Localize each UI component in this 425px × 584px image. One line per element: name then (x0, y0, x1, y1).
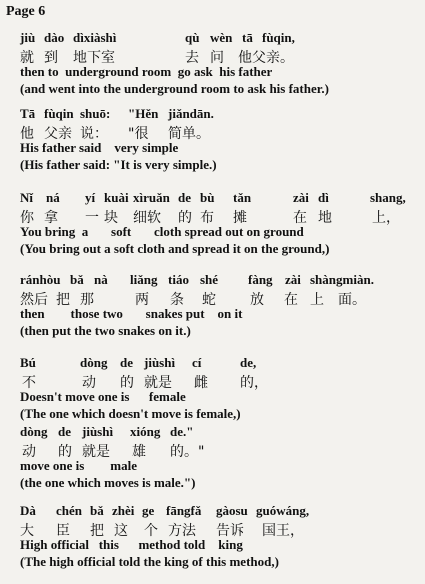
hanzi-word: 个 (144, 523, 158, 539)
pinyin-word: shàngmiàn. (310, 272, 374, 287)
pinyin-word: fùqin (44, 106, 74, 121)
chinese-line (20, 520, 420, 537)
hanzi-word: 一 (85, 210, 99, 226)
pinyin-word: fàng (248, 272, 273, 287)
hanzi-word: 两 (135, 292, 149, 308)
english-gloss-line: then those two snakes put on it (20, 306, 243, 321)
pinyin-word: ránhòu (20, 272, 61, 287)
chinese-line (20, 441, 420, 458)
pinyin-word: de, (240, 355, 257, 370)
pinyin-word: dòng (80, 355, 108, 370)
pinyin-word: kuài (104, 190, 129, 205)
pinyin-word: Bú (20, 355, 36, 370)
pinyin-word: jiùshì (144, 355, 176, 370)
pinyin-word: bǎ (90, 503, 104, 518)
hanzi-word: 就 (20, 50, 34, 66)
pinyin-word: chén (56, 503, 82, 518)
pinyin-line (20, 503, 420, 520)
chinese-line (20, 372, 420, 389)
hanzi-word: 上 (310, 292, 324, 308)
pinyin-word: shang, (370, 190, 406, 205)
pinyin-word: bù (200, 190, 215, 205)
pinyin-word: fùqin, (262, 30, 295, 45)
hanzi-word: 不 (22, 375, 36, 391)
pinyin-word: wèn (210, 30, 233, 45)
hanzi-word: 的 (178, 210, 192, 226)
pinyin-word: Dà (20, 503, 36, 518)
pinyin-word: zài (285, 272, 301, 287)
hanzi-word: "很 (128, 126, 149, 142)
chinese-line (20, 289, 420, 306)
pinyin-word: dì (318, 190, 329, 205)
chinese-line (20, 123, 420, 140)
hanzi-word: 的， (240, 375, 268, 391)
english-gloss-line: move one is male (20, 458, 137, 473)
pinyin-word: tiáo (168, 272, 189, 287)
pinyin-word: dìxiàshì (73, 30, 117, 45)
hanzi-word: 的 (120, 375, 134, 391)
stanza (20, 106, 420, 174)
hanzi-word: 父亲 (44, 126, 72, 142)
pinyin-line (20, 106, 420, 123)
english-gloss-line: then to underground room go ask his father (20, 64, 273, 79)
hanzi-word: 的 (58, 444, 72, 460)
hanzi-word: 把 (56, 292, 70, 308)
stanza (20, 503, 420, 571)
translation-line: (You bring out a soft cloth and spread it on the ground,) (20, 241, 330, 256)
pinyin-word: Nǐ (20, 190, 33, 205)
pinyin-word: zhèi (112, 503, 135, 518)
pinyin-word: ge (142, 503, 155, 518)
pinyin-word: nà (94, 272, 108, 287)
hanzi-word: 他父亲。 (238, 50, 294, 66)
pinyin-word: liǎng (130, 272, 158, 287)
hanzi-word: 他 (20, 126, 34, 142)
pinyin-word: de (58, 424, 71, 439)
pinyin-word: Tā (20, 106, 36, 121)
english-gloss-line: You bring a soft cloth spread out on ground (20, 224, 304, 239)
pinyin-word: bǎ (70, 272, 84, 287)
pinyin-line (20, 424, 420, 441)
page-title: Page 6 (6, 4, 46, 19)
hanzi-word: 拿 (44, 210, 58, 226)
hanzi-word: 臣 (56, 523, 70, 539)
hanzi-word: 的。" (170, 444, 205, 460)
pinyin-line (20, 190, 420, 207)
hanzi-word: 布 (200, 210, 214, 226)
pinyin-word: cí (192, 355, 202, 370)
pinyin-word: ná (46, 190, 60, 205)
english-gloss-line: His father said very simple (20, 140, 179, 155)
pinyin-line (20, 355, 420, 372)
pinyin-word: yí (85, 190, 96, 205)
hanzi-word: 动 (22, 444, 36, 460)
pinyin-word: de." (170, 424, 194, 439)
hanzi-word: 然后 (20, 292, 48, 308)
hanzi-word: 细软 (133, 210, 161, 226)
hanzi-word: 摊 (233, 210, 247, 226)
stanza (20, 30, 420, 98)
hanzi-word: 就是 (82, 444, 110, 460)
hanzi-word: 放 (250, 292, 264, 308)
pinyin-word: zài (293, 190, 309, 205)
hanzi-word: 那 (80, 292, 94, 308)
english-gloss-line: High official this method told king (20, 537, 243, 552)
hanzi-word: 方法 (168, 523, 196, 539)
pinyin-line (20, 272, 420, 289)
hanzi-word: 这 (114, 523, 128, 539)
pinyin-word: tā (242, 30, 253, 45)
hanzi-word: 块 (104, 210, 118, 226)
translation-line: (then put the two snakes on it.) (20, 323, 191, 338)
pinyin-word: jiǎndān. (168, 106, 214, 121)
hanzi-word: 到 (44, 50, 58, 66)
pinyin-word: gàosu (216, 503, 248, 518)
hanzi-word: 雌 (194, 375, 208, 391)
chinese-line (20, 47, 420, 64)
pinyin-word: dòng (20, 424, 48, 439)
hanzi-word: 蛇 (202, 292, 216, 308)
hanzi-word: 地 (318, 210, 332, 226)
pinyin-word: jiù (20, 30, 36, 45)
stanza (20, 424, 420, 492)
pinyin-word: dào (44, 30, 65, 45)
pinyin-word: shuō: (80, 106, 111, 121)
hanzi-word: 说： (80, 126, 108, 142)
hanzi-word: 就是 (144, 375, 172, 391)
pinyin-word: fāngfǎ (166, 503, 202, 518)
pinyin-word: de (120, 355, 133, 370)
hanzi-word: 地下室 (73, 50, 115, 66)
hanzi-word: 告诉 (216, 523, 244, 539)
pinyin-word: xióng (130, 424, 161, 439)
hanzi-word: 动 (82, 375, 96, 391)
pinyin-word: jiùshì (82, 424, 114, 439)
pinyin-word: xìruǎn (133, 190, 170, 205)
hanzi-word: 国王， (262, 523, 304, 539)
hanzi-word: 在 (284, 292, 298, 308)
hanzi-word: 上， (372, 210, 400, 226)
hanzi-word: 面。 (338, 292, 366, 308)
pinyin-word: de (178, 190, 191, 205)
hanzi-word: 去 (185, 50, 199, 66)
pinyin-word: "Hěn (128, 106, 159, 121)
hanzi-word: 在 (293, 210, 307, 226)
translation-line: (His father said: "It is very simple.) (20, 157, 217, 172)
stanza (20, 272, 420, 340)
hanzi-word: 问 (210, 50, 224, 66)
translation-line: (the one which moves is male.") (20, 475, 196, 490)
translation-line: (The one which doesn't move is female,) (20, 406, 241, 421)
hanzi-word: 简单。 (168, 126, 210, 142)
english-gloss-line: Doesn't move one is female (20, 389, 186, 404)
pinyin-word: shé (200, 272, 219, 287)
hanzi-word: 把 (90, 523, 104, 539)
pinyin-line (20, 30, 420, 47)
chinese-line (20, 207, 420, 224)
hanzi-word: 你 (20, 210, 34, 226)
translation-line: (and went into the underground room to ask his father.) (20, 81, 329, 96)
stanza (20, 190, 420, 258)
hanzi-word: 条 (170, 292, 184, 308)
hanzi-word: 雄 (132, 444, 146, 460)
hanzi-word: 大 (20, 523, 34, 539)
pinyin-word: qù (185, 30, 200, 45)
translation-line: (The high official told the king of this method,) (20, 554, 279, 569)
stanza (20, 355, 420, 423)
pinyin-word: guówáng, (256, 503, 310, 518)
pinyin-word: tǎn (233, 190, 252, 205)
